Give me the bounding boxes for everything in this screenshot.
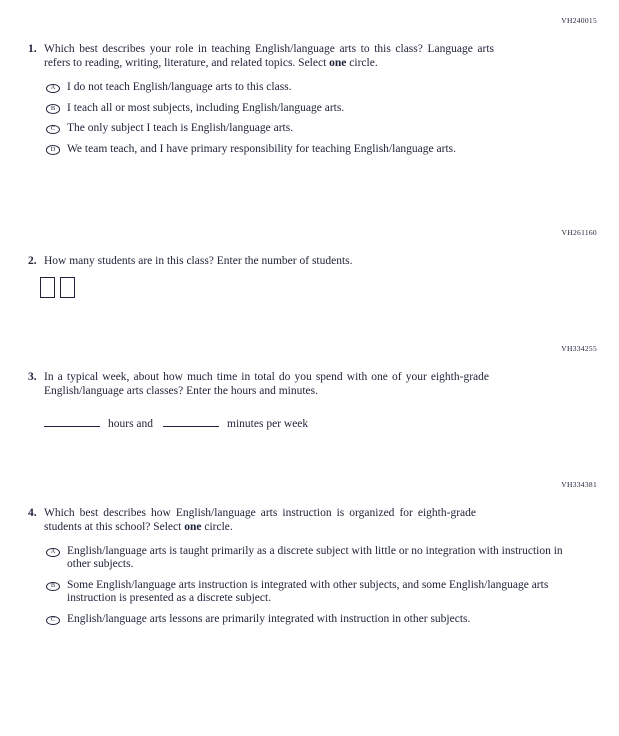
question-4-prompt bbox=[44, 506, 476, 534]
bubble-letter: D bbox=[50, 145, 56, 153]
student-count-entry bbox=[40, 277, 597, 298]
prompt-text: Which best describes your role in teaching English/language arts to this class? Language arts refers to reading, writing, literature, and related topics. Select bbox=[44, 43, 494, 69]
question-3-prompt bbox=[44, 370, 489, 398]
hours-blank-field[interactable] bbox=[44, 415, 100, 427]
minutes-label: minutes per week bbox=[227, 418, 309, 430]
question-3-number: 3. bbox=[28, 371, 37, 383]
question-3 bbox=[28, 344, 597, 431]
option-text: I do not teach English/language arts to this class. bbox=[67, 81, 292, 93]
question-1-prompt-row bbox=[28, 42, 597, 70]
option-text: English/language arts lessons are primarily integrated with instruction in other subjects. bbox=[67, 613, 471, 625]
question-2 bbox=[28, 228, 597, 298]
bubble-letter: A bbox=[50, 548, 56, 555]
question-3-prompt-row bbox=[28, 370, 597, 398]
digit-entry-box-2[interactable] bbox=[60, 277, 75, 298]
answer-option[interactable] bbox=[46, 81, 597, 94]
bubble-letter: B bbox=[50, 104, 56, 112]
time-entry-row bbox=[44, 415, 597, 431]
option-text: The only subject I teach is English/language arts. bbox=[67, 122, 294, 134]
answer-bubble-icon[interactable] bbox=[46, 125, 60, 135]
answer-option[interactable] bbox=[46, 613, 597, 626]
question-1-prompt bbox=[44, 42, 494, 70]
question-1-id-code: VH240015 bbox=[561, 16, 597, 25]
prompt-bold-word: one bbox=[329, 57, 347, 69]
prompt-text: How many students are in this class? Enter the number of students. bbox=[44, 255, 353, 267]
answer-option[interactable] bbox=[46, 102, 597, 115]
answer-bubble-icon[interactable] bbox=[46, 616, 60, 626]
answer-bubble-icon[interactable] bbox=[46, 84, 60, 94]
question-2-prompt bbox=[44, 254, 353, 268]
question-1-number: 1. bbox=[28, 43, 37, 55]
answer-option[interactable] bbox=[46, 545, 597, 570]
bubble-letter: B bbox=[50, 582, 56, 589]
answer-bubble-icon[interactable] bbox=[46, 104, 60, 114]
question-4-prompt-row bbox=[28, 506, 597, 534]
prompt-text-after: circle. bbox=[346, 57, 378, 69]
question-4 bbox=[28, 480, 597, 635]
question-1 bbox=[28, 16, 597, 163]
answer-option[interactable] bbox=[46, 579, 597, 604]
bubble-letter: C bbox=[50, 616, 56, 623]
option-text: I teach all or most subjects, including English/language arts. bbox=[67, 101, 345, 114]
question-2-number: 2. bbox=[28, 255, 37, 267]
prompt-text-after: circle. bbox=[201, 521, 233, 533]
question-3-id-code: VH334255 bbox=[561, 344, 597, 353]
prompt-bold-word: one bbox=[184, 521, 202, 533]
answer-option[interactable] bbox=[46, 122, 597, 135]
question-4-id-code: VH334381 bbox=[561, 480, 597, 489]
question-4-number: 4. bbox=[28, 507, 37, 519]
bubble-letter: C bbox=[50, 125, 56, 132]
question-2-id-code: VH261160 bbox=[561, 228, 597, 237]
prompt-text: In a typical week, about how much time in total do you spend with one of your eighth-grade English/language arts classes? Enter the hours and minutes. bbox=[44, 371, 489, 397]
answer-option[interactable] bbox=[46, 143, 597, 156]
prompt-text: Which best describes how English/language arts instruction is organized for eighth-grade students at this school? Select bbox=[44, 507, 476, 533]
question-4-options bbox=[46, 545, 597, 626]
option-text: We team teach, and I have primary responsibility for teaching English/language arts. bbox=[67, 142, 456, 155]
question-2-prompt-row bbox=[28, 254, 597, 268]
bubble-letter: A bbox=[50, 84, 56, 91]
option-text: Some English/language arts instruction is integrated with other subjects, and some English/language arts instruction is presented as a discrete subject. bbox=[67, 579, 549, 604]
digit-entry-box-1[interactable] bbox=[40, 277, 55, 298]
answer-bubble-icon[interactable] bbox=[46, 145, 60, 155]
hours-label: hours and bbox=[108, 418, 154, 430]
question-1-options bbox=[46, 81, 597, 155]
answer-bubble-icon[interactable] bbox=[46, 582, 60, 592]
answer-bubble-icon[interactable] bbox=[46, 548, 60, 558]
minutes-blank-field[interactable] bbox=[163, 415, 219, 427]
option-text: English/language arts is taught primarily as a discrete subject with little or no integration with instruction in other subjects. bbox=[67, 545, 563, 570]
